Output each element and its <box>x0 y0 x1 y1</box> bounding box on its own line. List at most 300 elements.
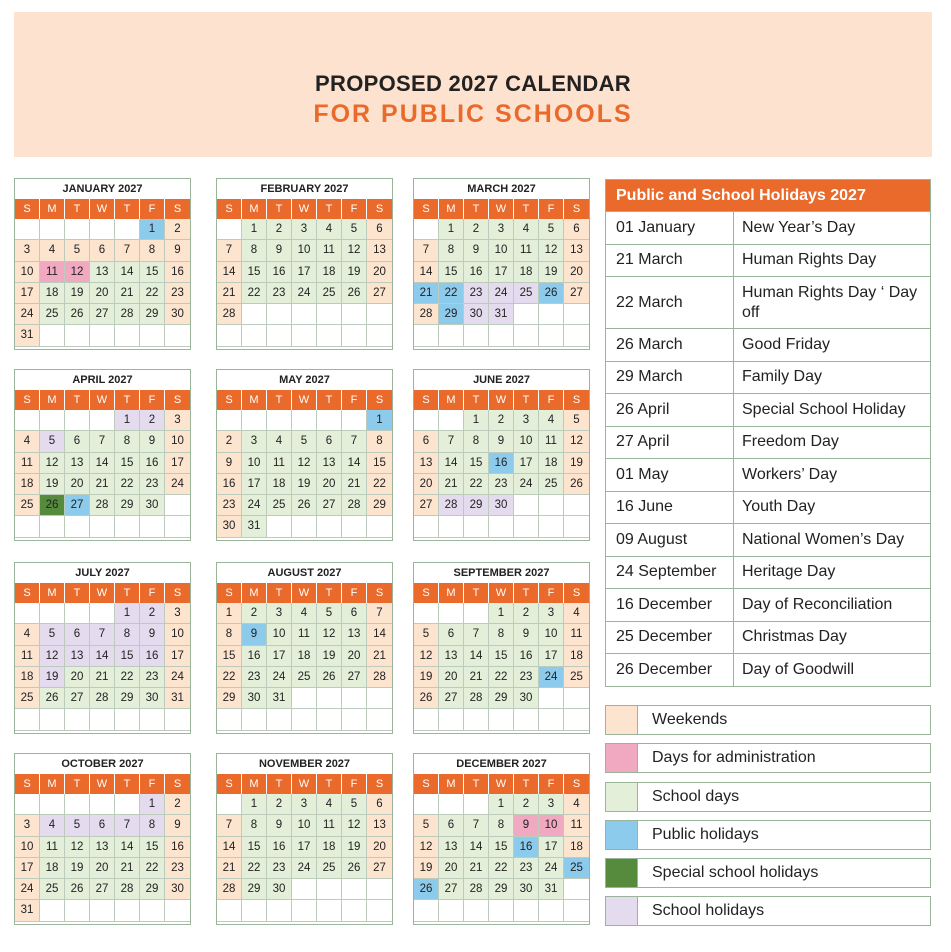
holiday-date: 16 June <box>606 492 734 524</box>
day-cell: 5 <box>414 624 439 645</box>
empty-day-cell <box>317 516 342 537</box>
empty-day-cell <box>140 516 165 537</box>
legend-item <box>605 896 931 926</box>
day-cell: 31 <box>489 304 514 325</box>
legend-label: Special school holidays <box>652 864 819 881</box>
holiday-row <box>606 276 930 328</box>
day-cell: 20 <box>367 262 392 283</box>
day-cell: 22 <box>489 858 514 879</box>
day-cell: 20 <box>65 667 90 688</box>
day-cell: 5 <box>317 603 342 624</box>
day-cell: 21 <box>464 858 489 879</box>
weekday-header: F <box>342 583 367 603</box>
day-cell: 5 <box>342 219 367 240</box>
day-cell: 11 <box>317 815 342 836</box>
weekday-header: T <box>267 583 292 603</box>
day-cell: 28 <box>342 495 367 516</box>
day-cell: 7 <box>115 240 140 261</box>
day-cell: 21 <box>217 858 242 879</box>
legend-swatch <box>606 744 638 772</box>
day-cell: 18 <box>15 474 40 495</box>
empty-day-cell <box>65 325 90 346</box>
day-cell: 31 <box>15 325 40 346</box>
legend-swatch <box>606 821 638 849</box>
month-days-grid <box>217 583 392 731</box>
day-cell: 6 <box>367 794 392 815</box>
day-cell: 19 <box>40 474 65 495</box>
holiday-name: Human Rights Day <box>742 251 877 269</box>
day-cell: 9 <box>489 431 514 452</box>
day-cell: 22 <box>140 858 165 879</box>
day-cell: 28 <box>217 304 242 325</box>
day-cell: 31 <box>242 516 267 537</box>
empty-day-cell <box>217 325 242 346</box>
day-cell: 15 <box>140 262 165 283</box>
weekday-header: S <box>564 583 589 603</box>
day-cell: 26 <box>414 688 439 709</box>
holiday-date: 26 December <box>606 654 734 686</box>
month-days-grid <box>414 583 589 731</box>
day-cell: 17 <box>165 453 190 474</box>
day-cell: 7 <box>342 431 367 452</box>
month-calendar <box>14 369 191 541</box>
empty-day-cell <box>317 410 342 431</box>
legend-swatch <box>606 897 638 925</box>
weekday-header: W <box>90 583 115 603</box>
day-cell: 6 <box>414 431 439 452</box>
day-cell: 11 <box>40 837 65 858</box>
day-cell: 7 <box>217 815 242 836</box>
day-cell: 23 <box>514 858 539 879</box>
day-cell: 24 <box>267 667 292 688</box>
day-cell: 8 <box>115 431 140 452</box>
holiday-date: 25 December <box>606 622 734 654</box>
legend-item <box>605 820 931 850</box>
empty-day-cell <box>317 709 342 730</box>
day-cell: 27 <box>90 304 115 325</box>
empty-day-cell <box>317 304 342 325</box>
empty-day-cell <box>439 325 464 346</box>
day-cell: 2 <box>267 794 292 815</box>
weekday-header: F <box>539 199 564 219</box>
day-cell: 30 <box>267 879 292 900</box>
empty-day-cell <box>65 709 90 730</box>
weekday-header: S <box>564 390 589 410</box>
day-cell: 21 <box>115 858 140 879</box>
weekday-header: S <box>217 390 242 410</box>
day-cell: 31 <box>15 900 40 921</box>
day-cell: 17 <box>292 262 317 283</box>
day-cell: 2 <box>489 410 514 431</box>
day-cell: 15 <box>115 453 140 474</box>
empty-day-cell <box>414 603 439 624</box>
month-title: SEPTEMBER 2027 <box>453 567 550 579</box>
weekday-header: S <box>15 583 40 603</box>
day-cell: 10 <box>514 431 539 452</box>
day-cell: 22 <box>242 283 267 304</box>
holiday-name: Day of Reconciliation <box>742 595 893 613</box>
day-cell: 10 <box>165 431 190 452</box>
day-cell: 23 <box>489 474 514 495</box>
day-cell: 23 <box>267 858 292 879</box>
day-cell: 2 <box>165 219 190 240</box>
empty-day-cell <box>292 516 317 537</box>
day-cell: 17 <box>539 646 564 667</box>
empty-day-cell <box>40 709 65 730</box>
empty-day-cell <box>342 709 367 730</box>
empty-day-cell <box>267 516 292 537</box>
weekday-header: F <box>342 774 367 794</box>
day-cell: 21 <box>90 474 115 495</box>
weekday-header: T <box>464 199 489 219</box>
day-cell: 17 <box>489 262 514 283</box>
day-cell: 6 <box>342 603 367 624</box>
weekday-header: M <box>242 199 267 219</box>
empty-day-cell <box>90 410 115 431</box>
day-cell: 27 <box>90 879 115 900</box>
empty-day-cell <box>65 900 90 921</box>
day-cell: 26 <box>40 688 65 709</box>
day-cell: 7 <box>90 624 115 645</box>
day-cell: 20 <box>439 667 464 688</box>
day-cell: 20 <box>90 858 115 879</box>
day-cell: 29 <box>489 688 514 709</box>
weekday-header: T <box>115 199 140 219</box>
day-cell: 13 <box>439 837 464 858</box>
month-title: MARCH 2027 <box>467 183 536 195</box>
day-cell: 10 <box>292 815 317 836</box>
day-cell: 24 <box>15 304 40 325</box>
day-cell: 16 <box>140 453 165 474</box>
weekday-header: S <box>15 390 40 410</box>
empty-day-cell <box>464 900 489 921</box>
empty-day-cell <box>317 879 342 900</box>
month-days-grid <box>15 199 190 347</box>
empty-day-cell <box>439 900 464 921</box>
empty-day-cell <box>217 410 242 431</box>
day-cell: 18 <box>15 667 40 688</box>
empty-day-cell <box>267 709 292 730</box>
empty-day-cell <box>514 709 539 730</box>
day-cell: 24 <box>165 474 190 495</box>
day-cell: 27 <box>414 495 439 516</box>
day-cell: 15 <box>217 646 242 667</box>
holidays-table-body <box>606 211 930 686</box>
day-cell: 23 <box>140 474 165 495</box>
empty-day-cell <box>464 325 489 346</box>
day-cell: 24 <box>15 879 40 900</box>
day-cell: 5 <box>564 410 589 431</box>
empty-day-cell <box>464 603 489 624</box>
day-cell: 5 <box>65 240 90 261</box>
empty-day-cell <box>342 410 367 431</box>
empty-day-cell <box>90 603 115 624</box>
weekday-header: T <box>514 774 539 794</box>
empty-day-cell <box>267 410 292 431</box>
holiday-date: 22 March <box>606 277 734 328</box>
day-cell: 24 <box>539 667 564 688</box>
empty-day-cell <box>564 325 589 346</box>
empty-day-cell <box>40 900 65 921</box>
day-cell: 14 <box>464 646 489 667</box>
day-cell: 7 <box>90 431 115 452</box>
day-cell: 29 <box>140 304 165 325</box>
day-cell: 9 <box>514 624 539 645</box>
empty-day-cell <box>514 516 539 537</box>
day-cell: 3 <box>242 431 267 452</box>
day-cell: 13 <box>317 453 342 474</box>
empty-day-cell <box>292 325 317 346</box>
day-cell: 26 <box>65 879 90 900</box>
day-cell: 13 <box>342 624 367 645</box>
day-cell: 10 <box>267 624 292 645</box>
empty-day-cell <box>90 794 115 815</box>
holiday-date: 01 January <box>606 212 734 244</box>
legend-swatch <box>606 859 638 887</box>
empty-day-cell <box>564 879 589 900</box>
day-cell: 28 <box>90 495 115 516</box>
empty-day-cell <box>40 325 65 346</box>
day-cell: 12 <box>414 646 439 667</box>
month-calendar <box>413 178 590 350</box>
day-cell: 9 <box>514 815 539 836</box>
empty-day-cell <box>564 688 589 709</box>
month-calendar <box>14 753 191 925</box>
day-cell: 19 <box>65 858 90 879</box>
day-cell: 22 <box>217 667 242 688</box>
weekday-header: M <box>439 774 464 794</box>
day-cell: 2 <box>217 431 242 452</box>
day-cell: 19 <box>539 262 564 283</box>
month-calendar <box>413 562 590 734</box>
empty-day-cell <box>292 709 317 730</box>
empty-day-cell <box>165 325 190 346</box>
day-cell: 30 <box>242 688 267 709</box>
day-cell: 23 <box>165 858 190 879</box>
holiday-row <box>606 458 930 491</box>
day-cell: 13 <box>90 262 115 283</box>
month-title: JANUARY 2027 <box>62 183 143 195</box>
day-cell: 23 <box>140 667 165 688</box>
weekday-header: T <box>267 199 292 219</box>
holiday-row <box>606 588 930 621</box>
day-cell: 3 <box>539 794 564 815</box>
day-cell: 13 <box>564 240 589 261</box>
holiday-date: 01 May <box>606 459 734 491</box>
day-cell: 18 <box>267 474 292 495</box>
day-cell: 30 <box>464 304 489 325</box>
day-cell: 30 <box>514 879 539 900</box>
holiday-row <box>606 491 930 524</box>
day-cell: 1 <box>464 410 489 431</box>
empty-day-cell <box>242 900 267 921</box>
weekday-header: T <box>514 199 539 219</box>
weekday-header: F <box>539 390 564 410</box>
weekday-header: W <box>292 774 317 794</box>
day-cell: 3 <box>15 815 40 836</box>
empty-day-cell <box>65 603 90 624</box>
legend-item <box>605 782 931 812</box>
empty-day-cell <box>414 410 439 431</box>
day-cell: 8 <box>464 431 489 452</box>
weekday-header: S <box>165 199 190 219</box>
weekday-header: F <box>539 774 564 794</box>
legend-item <box>605 858 931 888</box>
day-cell: 18 <box>514 262 539 283</box>
holiday-name: Youth Day <box>742 498 816 516</box>
day-cell: 1 <box>115 603 140 624</box>
day-cell: 7 <box>414 240 439 261</box>
empty-day-cell <box>15 219 40 240</box>
weekday-header: M <box>40 774 65 794</box>
day-cell: 11 <box>292 624 317 645</box>
weekday-header: T <box>464 774 489 794</box>
day-cell: 8 <box>140 240 165 261</box>
day-cell: 6 <box>65 431 90 452</box>
day-cell: 3 <box>267 603 292 624</box>
day-cell: 11 <box>317 240 342 261</box>
day-cell: 17 <box>539 837 564 858</box>
weekday-header: T <box>65 583 90 603</box>
weekday-header: T <box>115 774 140 794</box>
weekday-header: T <box>65 390 90 410</box>
empty-day-cell <box>564 516 589 537</box>
weekday-header: M <box>40 199 65 219</box>
day-cell: 5 <box>292 431 317 452</box>
day-cell: 8 <box>439 240 464 261</box>
empty-day-cell <box>242 325 267 346</box>
day-cell: 2 <box>514 794 539 815</box>
day-cell: 25 <box>40 304 65 325</box>
holiday-row <box>606 523 930 556</box>
day-cell: 4 <box>15 431 40 452</box>
day-cell: 9 <box>267 815 292 836</box>
day-cell: 29 <box>115 495 140 516</box>
header-banner <box>14 12 932 157</box>
empty-day-cell <box>464 516 489 537</box>
day-cell: 9 <box>140 431 165 452</box>
day-cell: 22 <box>367 474 392 495</box>
empty-day-cell <box>165 709 190 730</box>
day-cell: 19 <box>414 858 439 879</box>
empty-day-cell <box>90 219 115 240</box>
empty-day-cell <box>564 900 589 921</box>
empty-day-cell <box>367 304 392 325</box>
day-cell: 24 <box>489 283 514 304</box>
day-cell: 22 <box>464 474 489 495</box>
day-cell: 1 <box>140 794 165 815</box>
day-cell: 9 <box>140 624 165 645</box>
day-cell: 29 <box>464 495 489 516</box>
weekday-header: W <box>292 390 317 410</box>
day-cell: 2 <box>514 603 539 624</box>
day-cell: 21 <box>90 667 115 688</box>
day-cell: 1 <box>217 603 242 624</box>
day-cell: 31 <box>267 688 292 709</box>
empty-day-cell <box>414 709 439 730</box>
empty-day-cell <box>367 709 392 730</box>
holiday-row <box>606 244 930 277</box>
empty-day-cell <box>40 410 65 431</box>
day-cell: 5 <box>40 624 65 645</box>
day-cell: 27 <box>317 495 342 516</box>
weekday-header: W <box>292 199 317 219</box>
day-cell: 9 <box>165 240 190 261</box>
legend-label: School days <box>652 788 740 805</box>
month-title: JULY 2027 <box>75 567 130 579</box>
day-cell: 28 <box>115 879 140 900</box>
weekday-header: S <box>367 583 392 603</box>
weekday-header: M <box>439 199 464 219</box>
month-title: APRIL 2027 <box>72 374 133 386</box>
day-cell: 6 <box>90 240 115 261</box>
day-cell: 11 <box>564 624 589 645</box>
day-cell: 30 <box>489 495 514 516</box>
day-cell: 1 <box>242 794 267 815</box>
day-cell: 25 <box>514 283 539 304</box>
month-days-grid <box>15 774 190 922</box>
day-cell: 30 <box>140 495 165 516</box>
day-cell: 6 <box>317 431 342 452</box>
holiday-name: Day of Goodwill <box>742 660 855 678</box>
legend-label: Weekends <box>652 711 728 728</box>
day-cell: 29 <box>489 879 514 900</box>
day-cell: 23 <box>267 283 292 304</box>
day-cell: 6 <box>439 624 464 645</box>
day-cell: 18 <box>40 283 65 304</box>
day-cell: 19 <box>292 474 317 495</box>
empty-day-cell <box>115 709 140 730</box>
day-cell: 26 <box>539 283 564 304</box>
day-cell: 8 <box>217 624 242 645</box>
empty-day-cell <box>165 495 190 516</box>
day-cell: 19 <box>40 667 65 688</box>
weekday-header: W <box>292 583 317 603</box>
day-cell: 15 <box>439 262 464 283</box>
day-cell: 28 <box>464 688 489 709</box>
day-cell: 4 <box>317 219 342 240</box>
day-cell: 30 <box>514 688 539 709</box>
month-title: JUNE 2027 <box>473 374 530 386</box>
day-cell: 19 <box>564 453 589 474</box>
day-cell: 1 <box>489 794 514 815</box>
day-cell: 26 <box>414 879 439 900</box>
day-cell: 16 <box>242 646 267 667</box>
weekday-header: T <box>317 583 342 603</box>
day-cell: 24 <box>165 667 190 688</box>
day-cell: 23 <box>514 667 539 688</box>
day-cell: 13 <box>439 646 464 667</box>
day-cell: 30 <box>165 304 190 325</box>
day-cell: 12 <box>539 240 564 261</box>
month-days-grid <box>217 774 392 922</box>
day-cell: 16 <box>140 646 165 667</box>
day-cell: 8 <box>242 240 267 261</box>
empty-day-cell <box>367 688 392 709</box>
day-cell: 12 <box>564 431 589 452</box>
day-cell: 5 <box>414 815 439 836</box>
holiday-row <box>606 653 930 686</box>
empty-day-cell <box>564 304 589 325</box>
empty-day-cell <box>267 900 292 921</box>
day-cell: 10 <box>242 453 267 474</box>
day-cell: 12 <box>317 624 342 645</box>
day-cell: 6 <box>439 815 464 836</box>
day-cell: 2 <box>267 219 292 240</box>
empty-day-cell <box>489 900 514 921</box>
day-cell: 10 <box>292 240 317 261</box>
empty-day-cell <box>317 688 342 709</box>
